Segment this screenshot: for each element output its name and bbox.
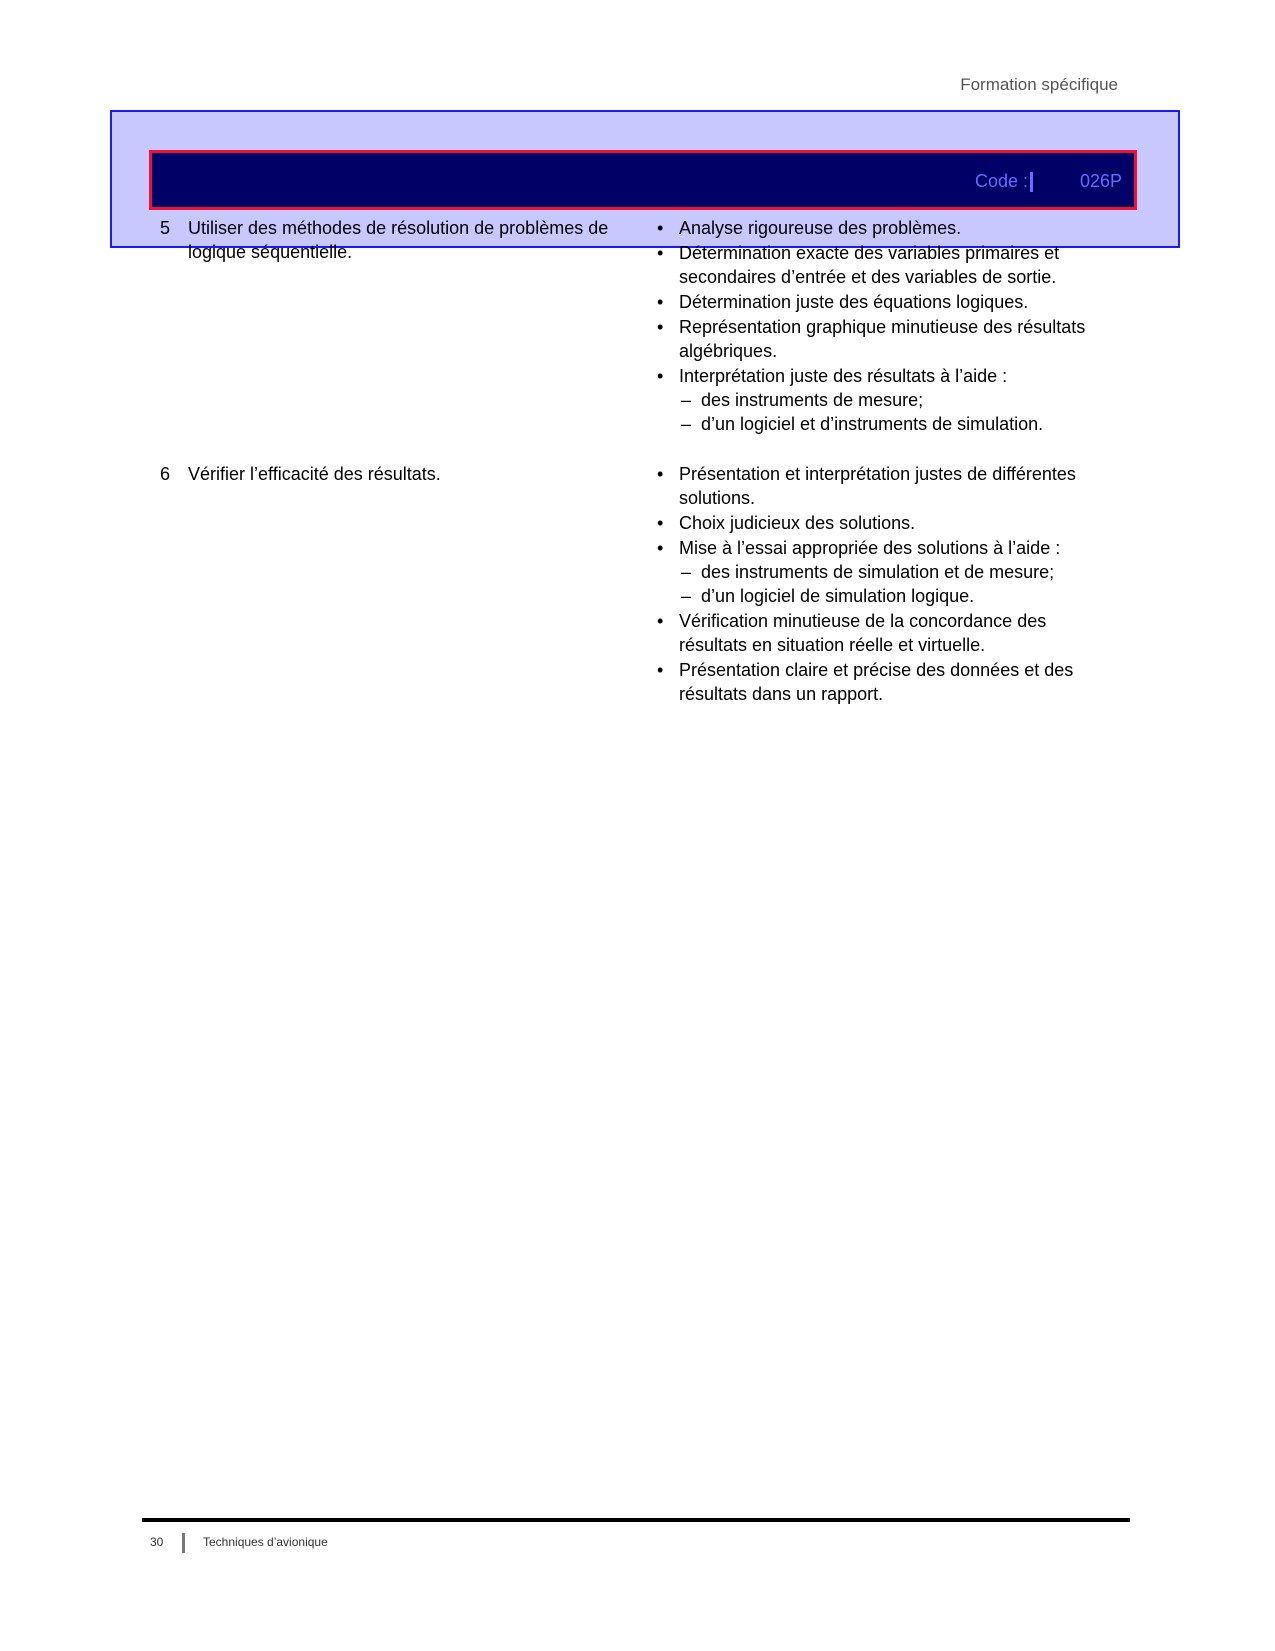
criterion-item-with-subitems bbox=[657, 364, 1117, 436]
footer-rule bbox=[142, 1518, 1130, 1522]
criterion-item: • Présentation claire et précise des données et des résultats dans un rapport. bbox=[657, 658, 1117, 706]
sub-item: – d’un logiciel et d’instruments de simulation. bbox=[679, 412, 1117, 436]
code-label: Code : bbox=[975, 171, 1029, 191]
criterion-item: • Analyse rigoureuse des problèmes. bbox=[657, 216, 1117, 240]
sub-item: – des instruments de simulation et de mesure; bbox=[679, 560, 1117, 584]
criterion-item: • Présentation et interprétation justes de différentes solutions. bbox=[657, 462, 1117, 510]
element-description: Utiliser des méthodes de résolution de problèmes de logique séquentielle. bbox=[188, 218, 609, 262]
criterion-text: Interprétation juste des résultats à l’aide : bbox=[679, 366, 1008, 386]
sub-item: – d’un logiciel de simulation logique. bbox=[679, 584, 1117, 608]
footer-divider bbox=[182, 1533, 185, 1553]
criterion-item: • Détermination juste des équations logiques. bbox=[657, 290, 1117, 314]
element-description: Vérifier l’efficacité des résultats. bbox=[188, 464, 441, 484]
page-footer bbox=[150, 1533, 328, 1553]
performance-criteria-list bbox=[657, 216, 1117, 437]
criterion-item: • Représentation graphique minutieuse des résultats algébriques. bbox=[657, 315, 1117, 363]
code-value: 026P bbox=[1080, 171, 1123, 191]
program-title: Techniques d’avionique bbox=[203, 1535, 328, 1550]
criterion-item-with-subitems bbox=[657, 536, 1117, 608]
performance-criteria-list bbox=[657, 462, 1117, 707]
criterion-text: Mise à l’essai appropriée des solutions à l’aide : bbox=[679, 538, 1061, 558]
sub-item: – des instruments de mesure; bbox=[679, 388, 1117, 412]
code-separator bbox=[1030, 172, 1033, 192]
element-number: 6 bbox=[160, 464, 171, 484]
criterion-subitems bbox=[679, 388, 1117, 436]
criterion-item: • Détermination exacte des variables primaires et secondaires d’entrée et des variables de sortie. bbox=[657, 241, 1117, 289]
criterion-subitems bbox=[679, 560, 1117, 608]
element-number: 5 bbox=[160, 218, 171, 238]
running-head-title: Formation spécifique bbox=[960, 75, 1118, 94]
criterion-item: • Vérification minutieuse de la concordance des résultats en situation réelle et virtuelle. bbox=[657, 609, 1117, 657]
page-number: 30 bbox=[150, 1535, 164, 1550]
criterion-item: • Choix judicieux des solutions. bbox=[657, 511, 1117, 535]
